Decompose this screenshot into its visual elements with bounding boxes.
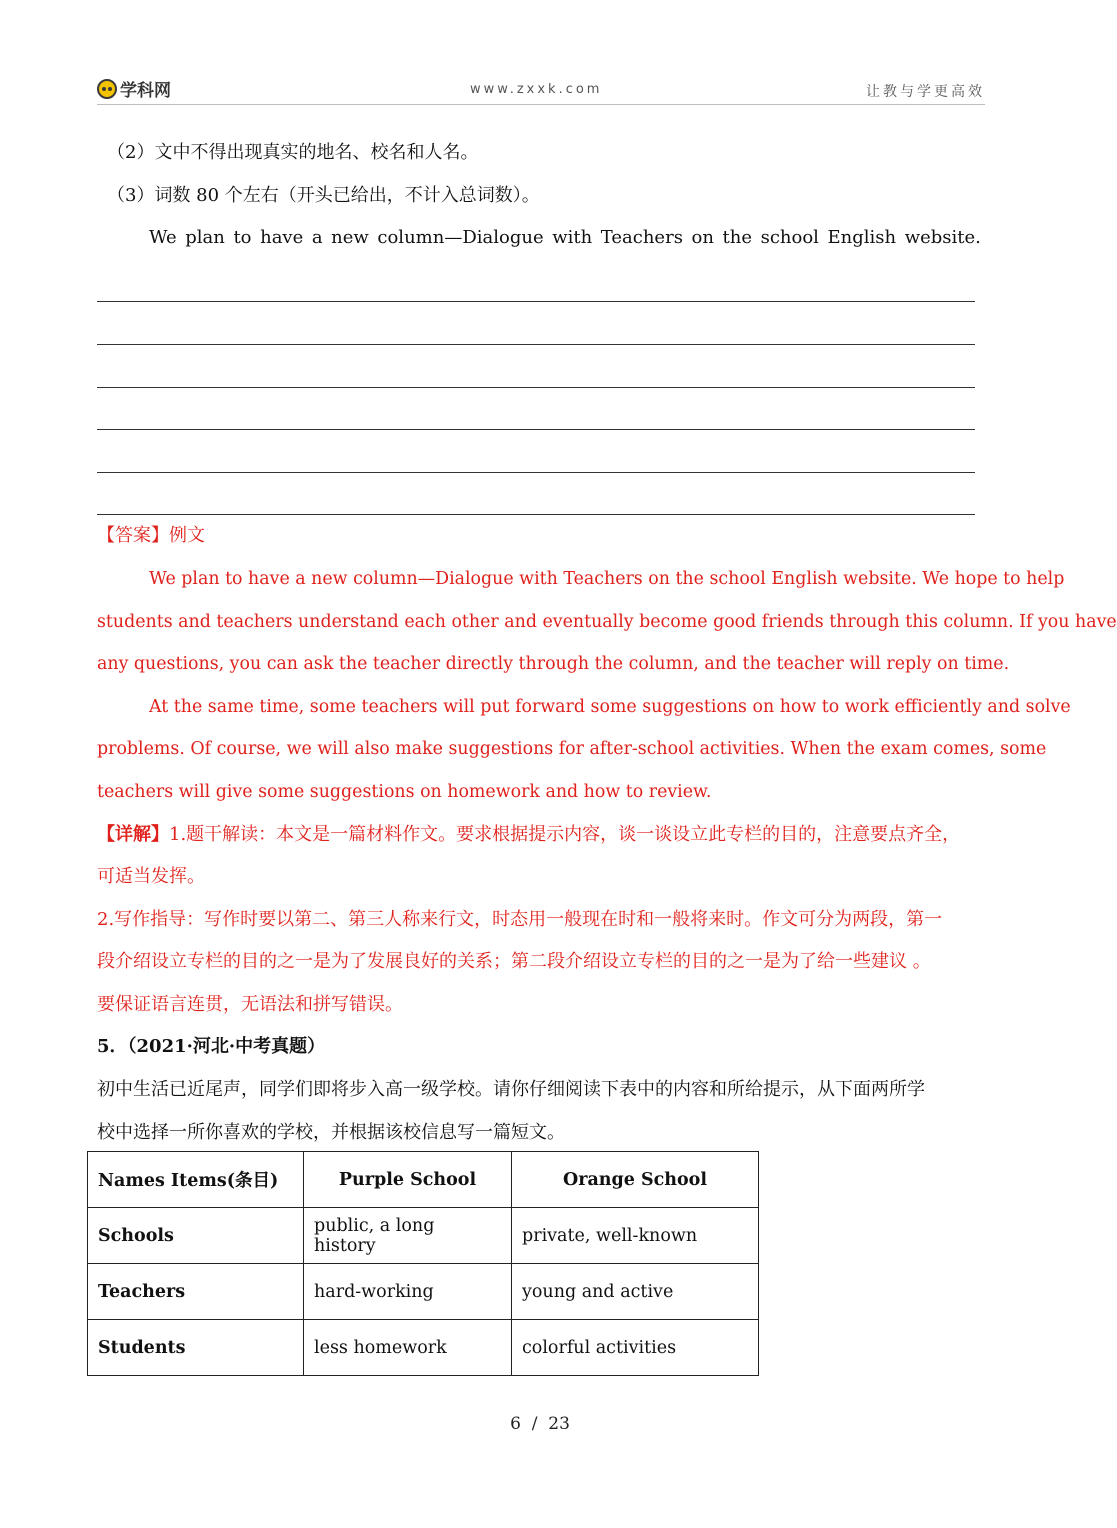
school-comparison-table <box>87 1151 759 1376</box>
opening-word: Teachers <box>600 227 683 249</box>
opening-word: English <box>827 227 897 249</box>
opening-word: to <box>233 227 252 249</box>
writing-line[interactable] <box>97 430 975 473</box>
answer-line: teachers will give some suggestions on homework and how to review. <box>97 781 712 802</box>
opening-word: with <box>552 227 593 249</box>
opening-word: on <box>691 227 714 249</box>
answer-line: students and teachers understand each other and eventually become good friends through this column. If you have <box>97 611 1117 632</box>
explanation-line <box>97 814 985 857</box>
opening-word: a <box>311 227 323 249</box>
total-pages: 23 <box>548 1414 570 1434</box>
header-url[interactable]: www.zxxk.com <box>470 82 603 97</box>
table-header-row <box>88 1152 759 1208</box>
table-cell: young and active <box>512 1264 759 1320</box>
table-cell: public, a long history <box>304 1208 512 1264</box>
table-header-cell: Purple School <box>304 1152 512 1208</box>
explanation-line: 要保证语言连贯，无语法和拼写错误。 <box>97 993 403 1015</box>
writing-line[interactable] <box>97 345 975 388</box>
question-title: 5．（2021·河北·中考真题） <box>97 1036 326 1058</box>
table-row <box>88 1208 759 1264</box>
table-row <box>88 1320 759 1376</box>
explanation-text: 1.题干解读：本文是一篇材料作文。要求根据提示内容，谈一谈设立此专栏的目的，注意要点齐全， <box>169 823 961 845</box>
answer-line: We plan to have a new column—Dialogue with Teachers on the school English website. We hope to help <box>149 568 1065 589</box>
site-logo[interactable] <box>97 76 171 101</box>
table-cell: less homework <box>304 1320 512 1376</box>
page-separator: / <box>531 1414 538 1434</box>
opening-word: the <box>722 227 753 249</box>
opening-word: We <box>149 227 177 249</box>
answer-line: any questions, you can ask the teacher directly through the column, and the teacher will reply on time. <box>97 654 1010 675</box>
table-row-label: Students <box>88 1320 304 1376</box>
table-header-cell: Names Items(条目) <box>88 1152 304 1208</box>
page-header <box>97 74 985 105</box>
table-cell: colorful activities <box>512 1320 759 1376</box>
table-row <box>88 1264 759 1320</box>
writing-line[interactable] <box>97 260 975 303</box>
opening-sentence <box>97 217 981 260</box>
opening-word: school <box>760 227 819 249</box>
opening-word: have <box>260 227 304 249</box>
opening-word: plan <box>185 227 225 249</box>
table-row-label: Teachers <box>88 1264 304 1320</box>
table-cell: hard-working <box>304 1264 512 1320</box>
table-header-cell: Orange School <box>512 1152 759 1208</box>
explanation-line: 段介绍设立专栏的目的之一是为了发展良好的关系；第二段介绍设立专栏的目的之一是为了给一些建议 。 <box>97 951 931 973</box>
requirement-line: （2）文中不得出现真实的地名、校名和人名。 <box>107 142 479 163</box>
table-row-label: Schools <box>88 1208 304 1264</box>
explanation-line: 2.写作指导：写作时要以第二、第三人称来行文，时态用一般现在时和一般将来时。作文可分为两段，第一 <box>97 908 943 930</box>
document-body <box>97 132 1117 1154</box>
current-page: 6 <box>510 1414 521 1434</box>
owl-logo-icon <box>97 79 117 99</box>
page-number <box>0 1414 1080 1434</box>
table-cell: private, well-known <box>512 1208 759 1264</box>
logo-text: 学科网 <box>120 81 171 101</box>
answer-label: 【答案】例文 <box>97 525 205 547</box>
explanation-line: 可适当发挥。 <box>97 866 205 888</box>
question-line: 初中生活已近尾声，同学们即将步入高一级学校。请你仔细阅读下表中的内容和所给提示，从下面两所学 <box>97 1079 925 1101</box>
writing-line[interactable] <box>97 302 975 345</box>
opening-word: website. <box>904 227 981 249</box>
answer-line: problems. Of course, we will also make suggestions for after-school activities. When the exam comes, some <box>97 739 1047 760</box>
header-slogan: 让教与学更高效 <box>866 84 985 100</box>
writing-line[interactable] <box>97 388 975 431</box>
explanation-label: 【详解】 <box>97 823 169 845</box>
answer-line: At the same time, some teachers will put forward some suggestions on how to work efficiently and solve <box>149 696 1071 717</box>
question-line: 校中选择一所你喜欢的学校，并根据该校信息写一篇短文。 <box>97 1121 565 1143</box>
opening-word: column—Dialogue <box>377 227 544 249</box>
requirement-line: （3）词数 80 个左右（开头已给出，不计入总词数）。 <box>107 184 540 206</box>
writing-line[interactable] <box>97 473 975 516</box>
opening-word: new <box>331 227 369 249</box>
